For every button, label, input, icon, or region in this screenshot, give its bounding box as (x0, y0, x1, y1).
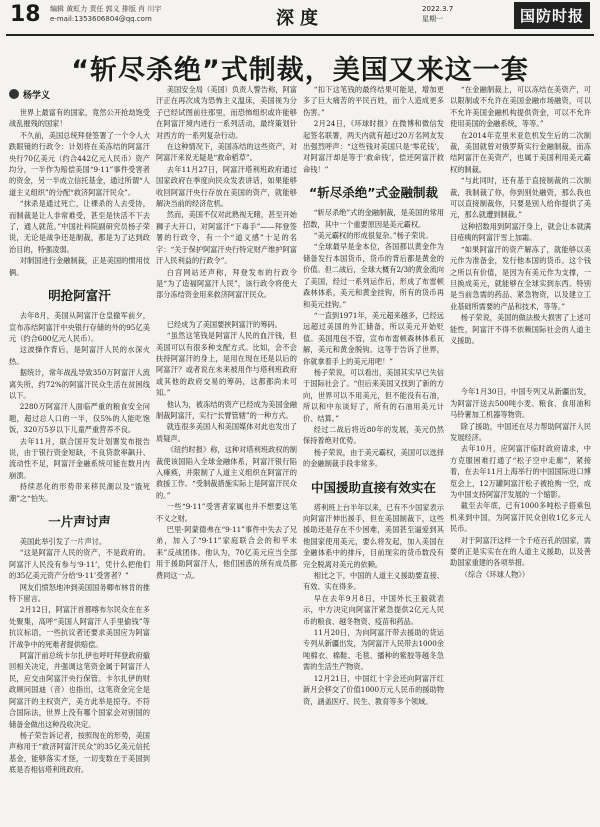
subheading-4: 中国援助直接有效实在 (310, 479, 436, 495)
section-2-text-end (303, 84, 444, 175)
section-title: 深度 (276, 8, 324, 29)
paragraph: 杨子荣告诉记者，按照现在的形势，美国声称用于“救济阿富汗民众”的35亿美元信托基金，能够落实才怪，一切变数在于美国到底是否相信塔利班政府。 (9, 730, 150, 775)
paragraph: 2月24日，《环球时报》在微博和微信发起签名联署，两天内就有超过20万名网友发出强烈呼声：“这些钱对美国只是‘零花钱’，对阿富汗却是等于‘救命钱’，偿还阿富汗救命钱！” (303, 119, 444, 174)
section-4-text-cont (450, 386, 591, 569)
paragraph: 早在去年9月8日，中国外长王毅就表示，中方决定向阿富汗紧急提供2亿元人民币的粮食、越冬物资、疫苗和药品。 (303, 593, 444, 626)
headline: “斩尽杀绝”式制裁，美国又来这一套 (71, 55, 529, 86)
editors-line: 编辑 黄虹力 责任 郭义 排版 肖 川宇 (50, 5, 162, 13)
paragraph: 杨子荣说，美国的做法极大损害了上述可能性，阿富汗不得不依赖国际社会的人道主义援助。 (450, 313, 591, 345)
paragraph: 杨子荣说，由于美元霸权，美国可以选择的金融制裁手段非常多。 (303, 447, 444, 469)
subheading-2: 一片声讨声 (48, 514, 111, 529)
section-2-text (9, 536, 150, 776)
paragraph: 然而，美国不仅对此熟视无睹，甚至开始狮子大开口，对阿富汗“下毒手”——拜登签署的行政令，有一个“道义感”十足的名字：“关于保护阿富汗央行特定财产维护阿富汗人民利益的行政令”。 (156, 210, 297, 266)
paragraph: 持续恶化的形势带来移民潮以及“饿死潮”之“怕失。 (9, 482, 150, 503)
paragraph: “如果阿富汗的资产解冻了，就能够以美元作为准备金，发行他本国的货币。这个钱之所以有价值，是因为有美元作为支撑，一旦换成美元，就能够在全球实到东西。特别是当前急需的药品、紧急物资，以及建立工业基础所需要的产品和技术，等等。” (450, 244, 591, 311)
paragraph: 他认为，被冻结的资产已经成为美国金融制裁阿富汗，实行“长臂管辖”的一种方式。 (156, 399, 297, 420)
paragraph: 对于阿富汗这样一个千疮百孔的国家，需要的正是实实在在的人道主义援助，以及善助国家重建的各项举措。 (450, 535, 591, 568)
brand-logo: 国防时报 (514, 2, 590, 29)
paragraph: 经过二战后将近80年的发展，美元仍然保持着绝对优势。 (303, 424, 444, 446)
section-1-text (9, 310, 150, 504)
article-body (6, 84, 594, 827)
subheading-1: 明抢阿富汗 (48, 288, 111, 304)
paragraph: 白宫网站还声称，拜登发布的行政令是“为了造福阿富汗人民”，该行政令将使大部分冻结资金用来救济阿富汗民众。 (156, 267, 297, 300)
paragraph: 去年8月，美国从阿富汗仓皇撤军前夕，宣布冻结阿富汗中央银行存储的外的95亿美元（约合600亿元人民币）。 (9, 311, 150, 343)
date-value: 2022.3.7 (422, 5, 454, 13)
paragraph: 巴里·阿蒙德弗在“9·11”事件中失去了兄弟，加入了“9·11”家庭联合会的和平未来”反战团体。他认为，70亿美元应当全部用于援助阿富汗人，他们困惑的所有成员都费同这一点。 (156, 525, 297, 580)
paragraph: 塔利班上台半年以来，已有不少国家表示向阿富汗伸出援手，但在美国制裁下，这些援助还是存在不少困难，美国甚至逼爱到其他国家使用美元，要么将发起，加入美国在金融体系中的排斥，目前现实的货币数没有完全脱离对美元的依赖。 (303, 502, 444, 569)
section-1-text-cont (156, 84, 297, 301)
page-number: 18 (10, 2, 41, 27)
column-2 (153, 84, 300, 827)
paragraph: 据统计，常年战乱导致350万阿富汗人流离失所，约72%的阿富汗民众生活在贫困线以下。 (9, 368, 150, 400)
paragraph: 网友们愤怒地冲到美国国务卿布林肯的推特下留言。 (9, 582, 150, 604)
column-3 (300, 84, 447, 827)
paragraph: “美元霸权的形成很复杂。”杨子荣说。 (313, 231, 433, 241)
paragraph: 相比之下，中国的人道主义援助要直接、有效、实在得多。 (303, 571, 444, 592)
paragraph: 对制国进行金融制裁，正是美国的惯用伎俩。 (9, 256, 150, 277)
paragraph: 阿富汗前总统卡尔扎伊也呼吁拜登政府撤回相关决定，并强调这笔资金属于阿富汗人民，应交由阿富汗央行保管。卡尔扎伊的财政顾问国迪（音）也指出，这笔资金完全是阿富汗的主权资产，美方此举是掠夺。不符合国际法，世界上没有哪个国家会对别国的储备金做出这种没收决定。 (9, 651, 150, 729)
source-credit: （综合《环球人物》） (460, 569, 530, 579)
section-2-text-cont (156, 319, 297, 581)
paragraph: 截至去年底，已有1000多吨松子搭乘包机来到中国，为阿富汗民众创收1亿多元人民币。 (450, 501, 591, 534)
paragraph: “在金融制裁上，可以冻结在美资产，可以限制或不允许在美国金融市场融资，可以不允许美国金融机构提供资金，可以不允许使用美国的金融系统，等等。” (450, 85, 591, 129)
paragraph: 世界上最富有的国家，竟然公开抢劫饱受战乱摧残的国家！ (9, 108, 150, 129)
paragraph: “抹杀是通过死亡，让裸杀的人去受协，而制裁是让人非常难受，甚至是快活不下去了，通人就范。”中国社科院副研究员杨子荣说，无论是战争还是制裁，都是为了达到政治目的，特强凌弱。 (9, 199, 150, 254)
paragraph: 这波操作背后，是阿富汗人民的水深火热。 (9, 345, 150, 366)
paragraph: 除了援助，中国还在尽力帮助阿富汗人民发展经济。 (450, 421, 591, 442)
editors-email: e-mail:1353606804@qq.com (50, 15, 152, 23)
paragraph: 今年1月30日，中国专列又从新疆出发，为阿富汗送去500吨小麦、粮食、食用油和马铃薯加工机器等物资。 (450, 387, 591, 420)
editors-info (50, 4, 161, 24)
paragraph: “一直到1971年，美元超来越多，已经远远超过美国的外汇储备，所以美元开始贬值。美国甩包不管，宣布布雷顿森林体系瓦解，美元和黄金脱钩。这等于告诉了世界，你就拿着手上的美元用吧！” (303, 310, 444, 366)
paragraph: 去年11月27日，阿富汗塔利班政府通过国家政府在季度向民众发表讲话，如果能够收回阿富汗央行存放在美国的资产，就能够解决当前的经济危机。 (156, 164, 297, 209)
paragraph: 这种招数用到阿富汗身上，就会让本就满目疮痍的阿富汗雪上加霜。 (450, 221, 591, 243)
paragraph: “斩尽杀绝”式的金融制裁，是美国的常用招数，其中一个重要原因是美元霸权。 (303, 208, 444, 229)
author-icon (9, 89, 19, 99)
paragraph: 在2014年克里米亚危机发生后的二次制裁，美国就曾对俄罗斯实行金融制裁，而冻结阿富汗在美资产，也属于美国利用美元霸权的制裁。 (450, 130, 591, 174)
author-name: 杨学义 (23, 91, 51, 101)
column-4 (447, 84, 594, 827)
subheading-3: “斩尽杀绝”式金融制裁 (309, 185, 438, 201)
paragraph: 去年11月，联合国开发计划署发布报告说，由于银行资金短缺，不良贷款率飙升、流动性不足，阿富汗金融系统可能在数月内崩溃。 (9, 436, 150, 480)
paragraph: 《纽约时报》称，这种对塔利班政权的制裁使该国陷入全球金融体系，阿富汗银行陷入瘫痪，并限制了人道主义组织在阿富汗的救援工作。“受制裁措施实际上是阿富汗民众的。” (156, 445, 297, 500)
paragraph: “全球最早是金本位，各国都以黄金作为储备发行本国货币，货币的背后都是黄金的价值。但二战后，全球大概有2/3的黄金流向了美国，经过一系列运作后，形成了布雷顿森林体系，美元和黄金挂钩，所有的货币再和美元挂钩。” (303, 242, 444, 309)
paragraph: 2月12日，阿富汗首都喀布尔民众在在多处聚集，高呼“美国人阿富汗人手里偷钱”等抗议标语，一些抗议者还要求美国应为阿富汗战争中的死难者提供赔偿。 (9, 605, 150, 649)
paragraph: 杨子荣说，可以看出，美国其实早已失信于国际社会了。“但后来美国又找到了新的方向，世界可以不用美元，但不能没有石油，所以和中东谈好了，所有的石油用美元计价、结算。” (303, 367, 444, 423)
intro-text (9, 107, 150, 278)
paragraph: “与此同时，还有基于直接制裁的二次制裁，我制裁了你，你到别处融资，那么我也可以直接制裁你，只要是别人给你提供了美元，那么就遭到制裁。” (450, 176, 591, 220)
paragraph: 去年10月，应阿富汗临时政府请求，中方克服困难打通了“松子空中走廊”，紧接着，在去年11月上海举行的中国国际进口博览会上，12万罐阿富汗松子被抢购一空，成为中国支持阿富汗发展的一个缩影。 (450, 444, 591, 499)
section-3-text-cont (450, 84, 591, 346)
paragraph: 12月21日，中国红十字会还向阿富汗红新月会移交了价值1000万元人民币的援助物资，涵盖医疗、民生、教育等多个领域。 (303, 673, 444, 706)
paragraph: 就连很多美国人和美国媒体对此也发出了质疑声。 (156, 422, 297, 443)
column-1 (6, 84, 153, 827)
paragraph: 11月20日，为向阿富汗带去援助的货运专列从新疆出发，为阿富汗人民带去1000余吨棉衣、棉鞋、毛毯、播种的紫胶等越冬急需的生活生产物资。 (303, 628, 444, 672)
section-3-text (303, 207, 444, 469)
paragraph: 已经成为了美国要挟阿富汗的筹码。 (166, 319, 282, 329)
weekday-value: 星期一 (422, 15, 443, 23)
paragraph: 2280万阿富汗人面临严重的粮食安全问题，超过总人口的一半，仅5%的人能吃饱饭，320万5岁以下儿童严重营养不良。 (9, 402, 150, 435)
paragraph: 不久前，美国总统拜登签署了一个令人大跌眼镜的行政令：计划将在美冻结的阿富汗央行70亿美元（约合442亿元人民币）资产均分，一半作为赔偿美国“9·11”事件受害者的资金，另一半成立信托基金，通过所谓“人道主义组织”的分配“救济阿富汗民众”。 (9, 130, 150, 197)
section-4-text (303, 502, 444, 707)
paragraph: 美国安全局（美国）负责人警告称，阿富汗正在再次成为恐怖主义温床，美国视为分子已经试图前往那里，而恐怖组织或许能够在阿富汗境内进行一系列活动，最终策划针对西方的一系列复杂行动。 (156, 85, 297, 140)
paragraph: “这是阿富汗人民的资产，不是政府的。阿富汗人民没有参与‘9·11’，凭什么把他们的35亿美元资产分给‘9·11’受害者？” (9, 548, 150, 581)
paragraph: 一些“9·11”受害者家属也并不想要这笔不义之财。 (156, 502, 297, 523)
paragraph: 在这种情况下，美国冻结的这些资产，对阿富汗来说无疑是“救命稻草”。 (156, 142, 297, 163)
issue-date (422, 4, 453, 24)
byline (9, 88, 150, 101)
paragraph: “虽然这笔钱是阿富汗人民的血汗钱，但美国可以有很多种支配方式。比如，会不会扶持阿富汗的身上，是用在现在还是以后的阿富汗？或者说在未来被用作与塔利班政府或其他的政府交易的筹码，这都都尚未可知。” (156, 331, 297, 398)
paragraph: 美国此举引发了一片声讨。 (19, 537, 107, 546)
masthead (6, 0, 594, 36)
paragraph: “扣下这笔钱的最终结果可能是，增加更多了巨大痛苦的平民百姓，而个人造成更多伤害。” (303, 85, 444, 117)
